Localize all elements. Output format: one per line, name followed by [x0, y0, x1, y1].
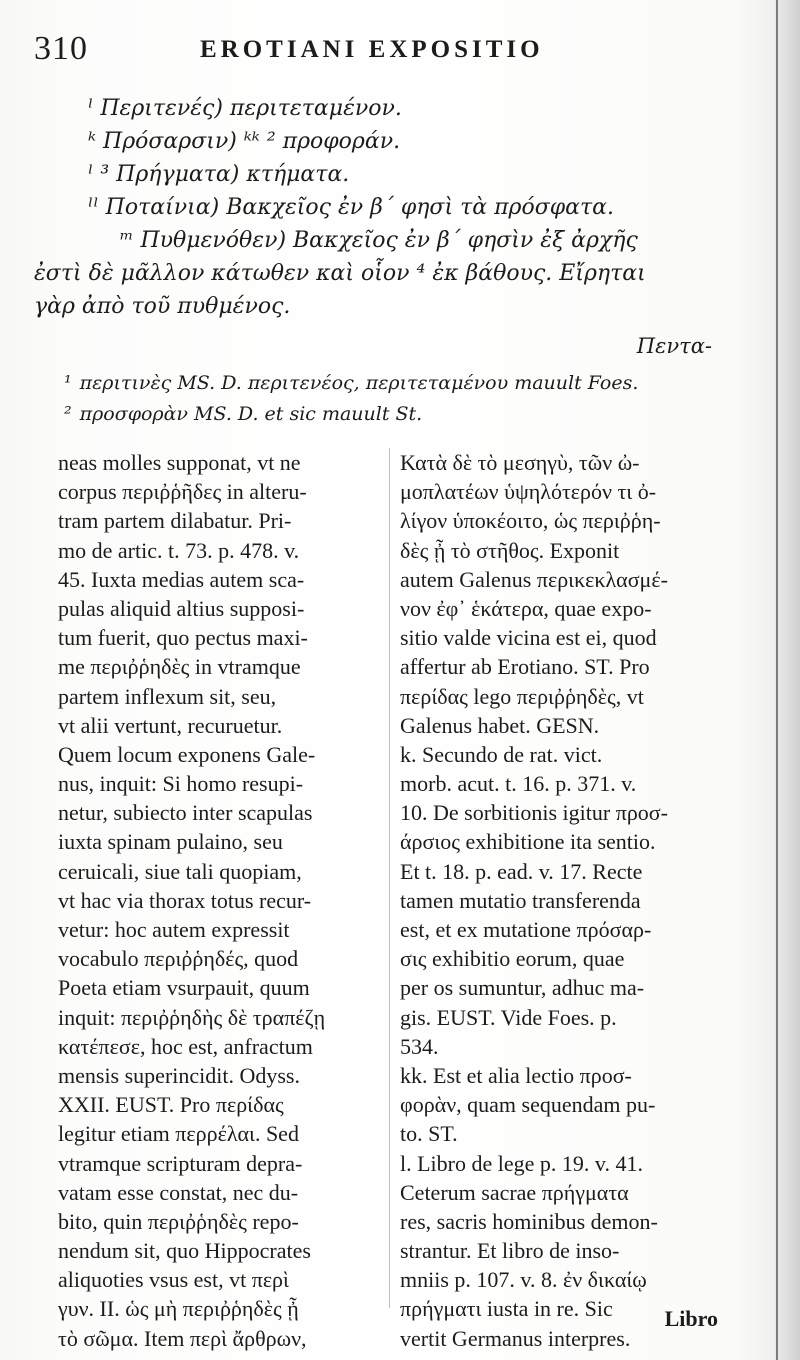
column-line: τὸ σῶμα. Item περὶ ἄρθρων,: [58, 1325, 307, 1351]
column-line: Et t. 18. p. ead. v. 17. Recte: [400, 858, 643, 884]
running-header: [34, 30, 554, 70]
footnote-mark: ¹: [64, 372, 72, 394]
column-line: autem Galenus περικεκλασμέ-: [400, 566, 668, 592]
column-line: μοπλατέων ὑψηλότερόν τι ὀ-: [400, 479, 657, 505]
column-line: Poeta etiam vsurpauit, quum: [58, 975, 310, 1001]
column-line: tram partem dilabatur. Pri-: [58, 508, 292, 534]
column-line: netur, subiecto inter scapulas: [58, 800, 313, 826]
column-line: Κατὰ δὲ τὸ μεσηγὺ, τῶν ὠ-: [400, 450, 640, 475]
column-line: vt alii vertunt, recuruetur.: [58, 712, 283, 738]
column-line: δὲς ᾖ τὸ στῆθος. Exponit: [400, 537, 620, 563]
column-line: vtramque scripturam depra-: [58, 1150, 303, 1176]
glossary-entry-continuation: ἐστὶ δὲ μᾶλλον κάτωθεν καὶ οἷον ⁴ ἐκ βάθους. Εἴρηται: [34, 261, 646, 286]
column-line: περίδας lego περιῤῥηδὲς, vt: [400, 683, 644, 709]
column-line: vocabulo περιῤῥηδές, quod: [58, 946, 299, 972]
column-line: λίγον ὑποκέοιτο, ὡς περιῤῥη-: [400, 508, 661, 534]
column-line: vetur: hoc autem expressit: [58, 917, 290, 942]
page-edge-line: [776, 0, 778, 1360]
column-line: Galenus habet. GESN.: [400, 712, 600, 738]
column-line: nus, inquit: Si homo resupi-: [58, 771, 304, 797]
column-line: vt hac via thorax totus recur-: [58, 887, 312, 913]
column-line: 45. Iuxta medias autem sca-: [58, 566, 305, 592]
commentary-left-column: [58, 448, 380, 1353]
column-divider: [389, 448, 390, 1308]
column-line: per os sumuntur, adhuc ma-: [400, 975, 645, 1001]
glossary-entry: ˡ ³ Πρήγματα) κτήματα.: [88, 162, 350, 187]
column-line: to. ST.: [400, 1121, 458, 1147]
column-line: σις exhibitio eorum, quae: [400, 946, 625, 972]
glossary-entries: [34, 92, 726, 323]
column-line: nendum sit, quo Hippocrates: [58, 1238, 311, 1264]
column-line: partem inflexum sit, seu,: [58, 683, 277, 709]
catchword-latin: Libro: [664, 1306, 718, 1331]
page-number: 310: [34, 30, 88, 67]
column-line: Ceterum sacrae πρήγματα: [400, 1179, 629, 1205]
column-line: Quem locum exponens Gale-: [58, 741, 316, 767]
catchword-greek: Πεντα-: [636, 334, 712, 358]
footnote-text: προσφορὰν MS. D. et sic mauult St.: [79, 403, 423, 425]
column-line: ceruicali, siue tali quopiam,: [58, 858, 302, 884]
column-line: gis. EUST. Vide Foes. p.: [400, 1004, 617, 1030]
glossary-entry: ᵐ Πυθμενόθεν) Βακχεῖος ἐν β΄ φησὶν ἐξ ἀρχῆς: [120, 228, 638, 253]
column-line: mo de artic. t. 73. p. 478. v.: [58, 537, 300, 563]
column-line: l. Libro de lege p. 19. v. 41.: [400, 1150, 643, 1176]
column-line: mensis superincidit. Odyss.: [58, 1062, 300, 1088]
column-line: tum fuerit, quo pectus maxi-: [58, 625, 308, 651]
column-line: corpus περιῤῥῆδες in alteru-: [58, 479, 307, 505]
column-line: κατέπεσε, hoc est, anfractum: [58, 1033, 313, 1059]
glossary-entry: ˡˡ Ποταίνια) Βακχεῖος ἐν β΄ φησὶ τὰ πρόσφατα.: [88, 195, 615, 220]
commentary-right-column: [400, 448, 726, 1353]
glossary-entry-continuation: γὰρ ἀπὸ τοῦ πυθμένος.: [34, 294, 291, 319]
column-line: iuxta spinam pulaino, seu: [58, 829, 283, 855]
column-line: kk. Est et alia lectio προσ-: [400, 1062, 632, 1088]
column-line: pulas aliquid altius supposi-: [58, 595, 305, 621]
footnote-text: περιτινὲς MS. D. περιτενέος, περιτεταμένου mauult Foes.: [79, 372, 639, 394]
column-line: tamen mutatio transferenda: [400, 887, 641, 913]
column-line: 534.: [400, 1033, 439, 1059]
column-line: γυν. II. ὡς μὴ περιῤῥηδὲς ᾖ: [58, 1296, 299, 1322]
column-line: πρήγματι iusta in re. Sic: [400, 1296, 613, 1322]
glossary-entry: ˡ Περιτενές) περιτεταμένον.: [88, 96, 402, 121]
column-line: inquit: περιῤῥηδὴς δὲ τραπέζῃ: [58, 1004, 326, 1030]
footnote: [64, 399, 744, 430]
column-line: affertur ab Erotiano. ST. Pro: [400, 654, 650, 680]
column-line: vatam esse constat, nec du-: [58, 1179, 299, 1205]
column-line: res, sacris hominibus demon-: [400, 1208, 658, 1234]
column-line: mniis p. 107. v. 8. ἐν δικαίῳ: [400, 1267, 647, 1293]
column-line: νον ἐφ᾽ ἑκάτερα, quae expo-: [400, 595, 652, 621]
column-line: legitur etiam περρέλαι. Sed: [58, 1121, 299, 1147]
footnotes: [64, 368, 744, 430]
column-line: k. Secundo de rat. vict.: [400, 741, 603, 767]
glossary-entry: ᵏ Πρόσαρσιν) ᵏᵏ ² προφοράν.: [88, 129, 401, 154]
column-line: 10. De sorbitionis igitur προσ-: [400, 800, 668, 826]
column-line: neas molles supponat, vt ne: [58, 450, 301, 475]
column-line: me περιῤῥηδὲς in vtramque: [58, 654, 301, 680]
footnote-mark: ²: [64, 403, 72, 425]
commentary-columns: [58, 448, 726, 1351]
column-line: sitio valde vicina est ei, quod: [400, 625, 657, 651]
column-line: strantur. Et libro de inso-: [400, 1238, 620, 1264]
column-line: est, et ex mutatione πρόσαρ-: [400, 917, 652, 942]
column-line: morb. acut. t. 16. p. 371. v.: [400, 771, 637, 797]
column-line: φορὰν, quam sequendam pu-: [400, 1092, 656, 1118]
column-line: bito, quin περιῤῥηδὲς repo-: [58, 1208, 299, 1234]
running-head-title: EROTIANI EXPOSITIO: [200, 36, 544, 63]
column-line: άρσιος exhibitione ita sentio.: [400, 829, 656, 855]
footnote: [64, 368, 744, 399]
column-line: XXII. EUST. Pro περίδας: [58, 1092, 284, 1118]
column-line: aliquoties vsus est, vt περὶ: [58, 1267, 289, 1293]
column-line: vertit Germanus interpres.: [400, 1325, 631, 1351]
